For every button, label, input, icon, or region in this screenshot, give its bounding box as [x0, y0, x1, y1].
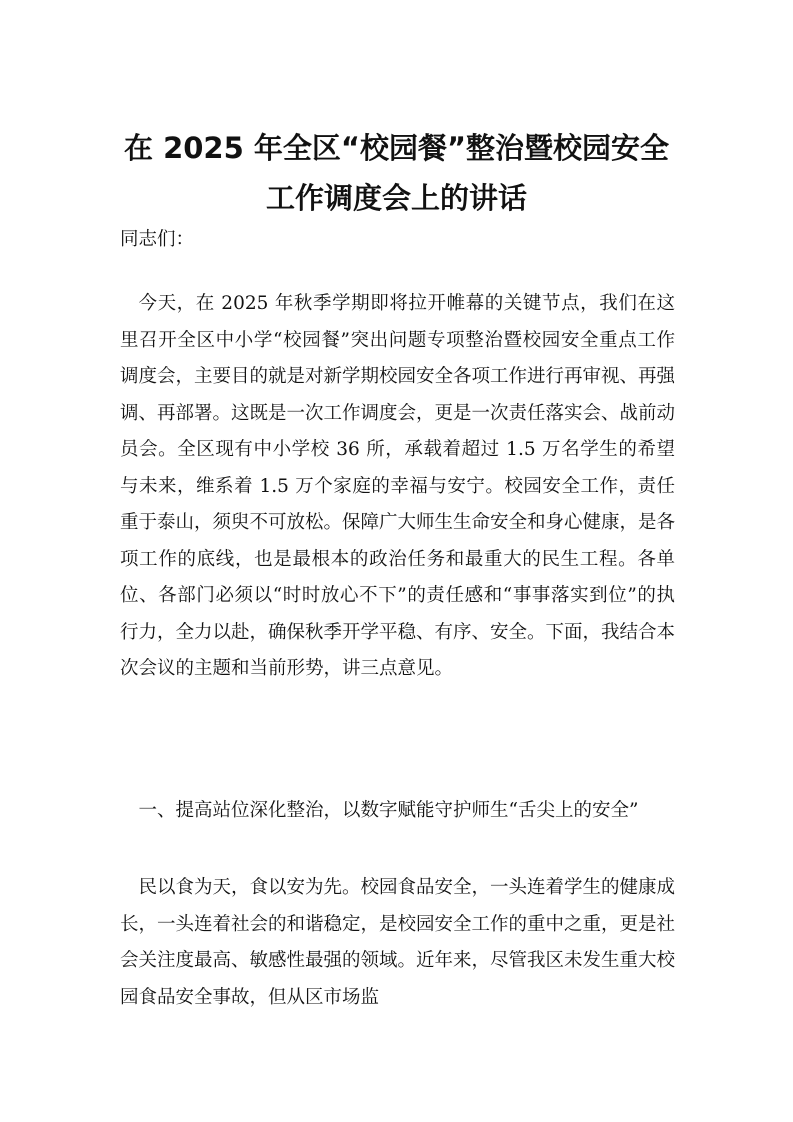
section-heading-1: 一、提高站位深化整治，以数字赋能守护师生“舌尖上的安全”: [138, 800, 639, 821]
paragraph-section-1: 民以食为天，食以安为先。校园食品安全，一头连着学生的健康成长，一头连着社会的和谐稳定，是校园安全工作的重中之重，更是社会关注度最高、敏感性最强的领域。近年来，尽管我区未发生重大校园食品安全事故，但从区市场监: [120, 877, 676, 1008]
document-title-line-1: 在 2025 年全区“校园餐”整治暨校园安全: [123, 131, 670, 165]
paragraph-intro: 今天，在 2025 年秋季学期即将拉开帷幕的关键节点，我们在这里召开全区中小学“校园餐”突出问题专项整治暨校园安全重点工作调度会，主要目的就是对新学期校园安全各项工作进行再审视、再强调、再部署。这既是一次工作调度会，更是一次责任落实会、战前动员会。全区现有中小学校 36 所，承载着超过 1.5 万名学生的希望与未来，维系着 1.5 万个家庭的幸福与安宁。校园安全工作，责任重于泰山，须臾不可放松。保障广大师生生命安全和身心健康，是各项工作的底线，也是最根本的政治任务和最重大的民生工程。各单位、各部门必须以“时时放心不下”的责任感和“事事落实到位”的执行力，全力以赴，确保秋季开学平稳、有序、安全。下面，我结合本次会议的主题和当前形势，讲三点意见。: [120, 293, 676, 679]
document-title-line-2: 工作调度会上的讲话: [265, 181, 527, 215]
salutation: 同志们：: [120, 229, 195, 250]
